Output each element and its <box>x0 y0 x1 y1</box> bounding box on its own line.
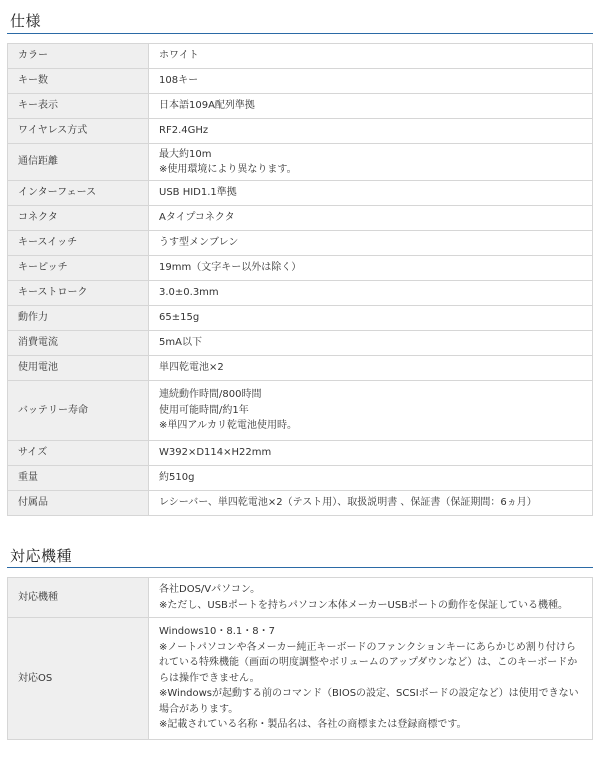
row-value <box>149 231 593 256</box>
spec-row <box>8 306 593 331</box>
row-value-line: ※使用環境により異なります。 <box>159 164 297 175</box>
row-value <box>149 356 593 381</box>
row-value <box>149 206 593 231</box>
compat-section-title: 対応機種 <box>10 547 73 565</box>
spec-row <box>8 181 593 206</box>
row-value <box>149 381 593 441</box>
row-value-line: ※単四アルカリ乾電池使用時。 <box>159 420 297 432</box>
row-label: 使用電池 <box>8 356 149 381</box>
spec-row <box>8 491 593 516</box>
row-value <box>149 466 593 491</box>
row-label: 重量 <box>8 466 149 491</box>
row-value-line: うす型メンブレン <box>159 237 239 249</box>
row-value <box>149 491 593 516</box>
row-value-line: 5mA以下 <box>159 337 202 349</box>
row-label: 動作力 <box>8 306 149 331</box>
row-value-line: れている特殊機能（画面の明度調整やボリュームのアップダウンなど）は、このキーボードか <box>159 657 578 669</box>
row-value-line: 65±15g <box>159 312 200 324</box>
compat-table <box>7 577 593 740</box>
row-label: 対応機種 <box>8 578 149 618</box>
row-value-line: USB HID1.1準拠 <box>159 187 237 199</box>
row-value <box>149 119 593 144</box>
row-label: ワイヤレス方式 <box>8 119 149 144</box>
spec-row <box>8 144 593 181</box>
row-value <box>149 331 593 356</box>
spec-row <box>8 281 593 306</box>
compat-row <box>8 578 593 618</box>
row-value-line: ※ただし、USBポートを持ちパソコン本体メーカーUSBポートの動作を保証している機種。 <box>159 599 569 611</box>
row-value-line: 場合があります。 <box>159 703 239 715</box>
spec-row <box>8 381 593 441</box>
row-value-line: 19mm（文字キー以外は除く） <box>159 262 302 274</box>
row-value <box>149 69 593 94</box>
row-value-line: 約510g <box>159 472 195 484</box>
row-value-line: Windows10・8.1・8・7 <box>159 626 275 638</box>
spec-row <box>8 441 593 466</box>
row-value-line: 各社DOS/Vパソコン。 <box>159 584 261 595</box>
row-label: キー表示 <box>8 94 149 119</box>
row-value <box>149 618 593 740</box>
row-label: 付属品 <box>8 491 149 516</box>
row-label: 対応OS <box>8 618 149 740</box>
row-label: キースイッチ <box>8 231 149 256</box>
row-value-line: ※Windowsが起動する前のコマンド（BIOSの設定、SCSIボードの設定など）は使用できない <box>159 688 579 700</box>
row-value-line: ※記載されている名称・製品名は、各社の商標または登録商標です。 <box>159 719 467 731</box>
spec-row <box>8 44 593 69</box>
spec-row <box>8 231 593 256</box>
spec-row <box>8 356 593 381</box>
spec-section-rule <box>7 33 593 34</box>
compat-row <box>8 618 593 740</box>
row-value-line: らは操作できません。 <box>159 672 260 684</box>
row-label: 消費電流 <box>8 331 149 356</box>
row-value <box>149 44 593 69</box>
row-value-line: Aタイプコネクタ <box>159 212 235 224</box>
row-value <box>149 441 593 466</box>
row-value <box>149 94 593 119</box>
row-value <box>149 578 593 618</box>
spec-table <box>7 43 593 516</box>
row-label: インターフェース <box>8 181 149 206</box>
row-value-line: 108キー <box>159 75 199 87</box>
spec-row <box>8 69 593 94</box>
row-value <box>149 306 593 331</box>
compat-section-rule <box>7 567 593 568</box>
row-value <box>149 181 593 206</box>
row-value-line: 使用可能時間/約1年 <box>159 404 249 416</box>
spec-row <box>8 331 593 356</box>
row-label: バッテリー寿命 <box>8 381 149 441</box>
row-value-line: 連続動作時間/800時間 <box>159 389 262 401</box>
row-label: キー数 <box>8 69 149 94</box>
spec-row <box>8 206 593 231</box>
row-value-line: 日本語109A配列準拠 <box>159 100 255 112</box>
row-value <box>149 281 593 306</box>
spec-row <box>8 466 593 491</box>
row-label: カラー <box>8 44 149 69</box>
row-value <box>149 144 593 181</box>
spec-section-title: 仕様 <box>10 12 42 30</box>
row-value-line: 単四乾電池×2 <box>159 362 224 374</box>
row-value-line: 3.0±0.3mm <box>159 287 219 299</box>
row-value-line: RF2.4GHz <box>159 125 209 137</box>
row-label: キーピッチ <box>8 256 149 281</box>
row-label: コネクタ <box>8 206 149 231</box>
row-label: キーストローク <box>8 281 149 306</box>
row-label: サイズ <box>8 441 149 466</box>
spec-row <box>8 94 593 119</box>
row-value-line: W392×D114×H22mm <box>159 447 272 459</box>
spec-row <box>8 119 593 144</box>
row-value <box>149 256 593 281</box>
spec-row <box>8 256 593 281</box>
row-value-line: ※ノートパソコンや各メーカー純正キーボードのファンクションキーにあらかじめ割り付けら <box>159 641 576 653</box>
row-value-line: 最大約10m <box>159 148 212 160</box>
row-value-line: ホワイト <box>159 50 199 62</box>
row-value-line: レシーバー、単四乾電池×2（テスト用）、取扱説明書 、保証書（保証期間：6ヵ月） <box>159 497 537 509</box>
row-label: 通信距離 <box>8 144 149 181</box>
